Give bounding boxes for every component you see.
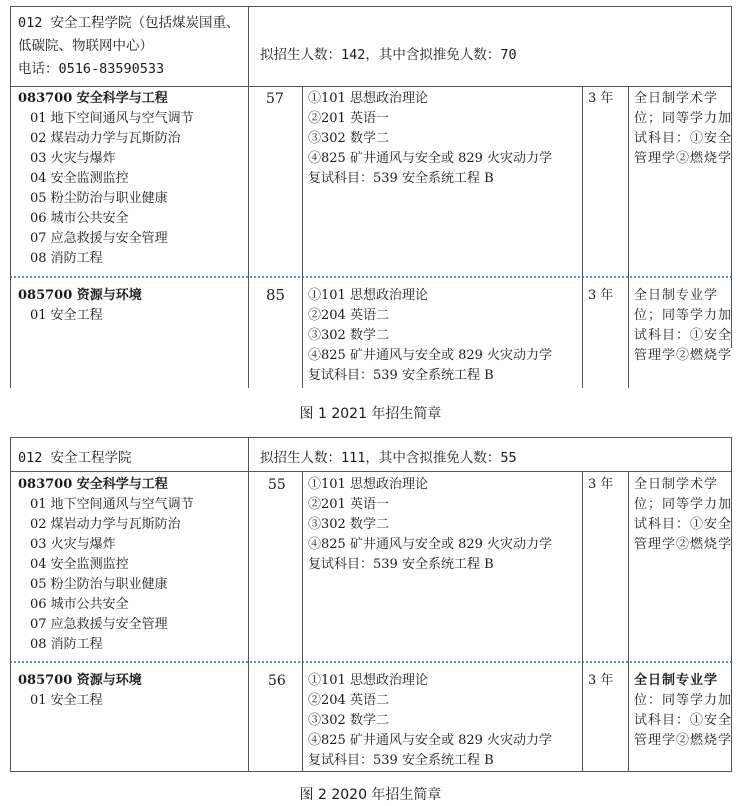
exam-subjects: ①101 思想政治理论 ②201 英语一 ③302 数学二 ④825 矿井通风与安全或 829 火灾动力学 复试科目：539 安全系统工程 B bbox=[308, 91, 553, 186]
enrollment-count: 85 bbox=[266, 286, 286, 304]
enrollment-count: 55 bbox=[268, 477, 286, 493]
direction-list: 01 安全工程 bbox=[30, 693, 103, 708]
school-name: 012 安全工程学院（包括煤炭国重、 低碳院、物联网中心） 电话：0516-83590533 bbox=[18, 15, 240, 77]
program-code-name: 085700 资源与环境 bbox=[18, 673, 142, 688]
study-years: 3 年 bbox=[588, 477, 614, 492]
quota-text: 拟招生人数：142，其中含拟推免人数：70 bbox=[260, 47, 517, 63]
admission-table-2021 bbox=[10, 6, 732, 388]
exam-subjects: ①101 思想政治理论 ②204 英语二 ③302 数学二 ④825 矿井通风与安全或 829 火灾动力学 复试科目：539 安全系统工程 B bbox=[308, 673, 553, 768]
program-code-name: 083700 安全科学与工程 bbox=[18, 477, 168, 492]
program-notes: 全日制专业学 位：同等学力加 试科目：①安全 管理学②燃烧学 bbox=[634, 673, 733, 748]
program-notes: 全日制学术学 位；同等学力加 试科目：①安全 管理学②燃烧学 bbox=[634, 91, 733, 166]
study-years: 3 年 bbox=[588, 91, 614, 106]
program-row bbox=[18, 671, 142, 711]
program-row bbox=[18, 475, 194, 655]
figure-caption: 图 2 2020 年招生简章 bbox=[299, 787, 442, 803]
enrollment-count: 56 bbox=[268, 673, 286, 689]
figure-caption: 图 1 2021 年招生简章 bbox=[299, 406, 442, 422]
admission-table-2020 bbox=[10, 437, 732, 772]
quota-text: 拟招生人数：111，其中含拟推免人数：55 bbox=[260, 450, 517, 466]
direction-list: 01 地下空间通风与空气调节 02 煤岩动力学与瓦斯防治 03 火灾与爆炸 04 安全监测监控 05 粉尘防治与职业健康 06 城市公共安全 07 应急救援与安全管理 08 消防工程 bbox=[30, 111, 194, 266]
enrollment-count: 57 bbox=[266, 91, 284, 107]
program-row bbox=[18, 286, 142, 326]
school-name: 012 安全工程学院 bbox=[18, 450, 132, 466]
study-years: 3 年 bbox=[588, 288, 614, 303]
direction-list: 01 地下空间通风与空气调节 02 煤岩动力学与瓦斯防治 03 火灾与爆炸 04 安全监测监控 05 粉尘防治与职业健康 06 城市公共安全 07 应急救援与安全管理 08 消防工程 bbox=[30, 497, 194, 652]
program-notes: 全日制专业学 位；同等学力加 试科目：①安全 管理学②燃烧学 bbox=[634, 288, 733, 363]
program-notes: 全日制学术学 位；同等学力加 试科目：①安全 管理学②燃烧学 bbox=[634, 477, 733, 552]
program-code-name: 083700 安全科学与工程 bbox=[18, 91, 168, 106]
program-code-name: 085700 资源与环境 bbox=[18, 288, 142, 303]
program-row bbox=[18, 89, 194, 269]
exam-subjects: ①101 思想政治理论 ②204 英语二 ③302 数学二 ④825 矿井通风与安全或 829 火灾动力学 复试科目：539 安全系统工程 B bbox=[308, 288, 553, 383]
direction-list: 01 安全工程 bbox=[30, 308, 103, 323]
study-years: 3 年 bbox=[588, 673, 614, 688]
exam-subjects: ①101 思想政治理论 ②201 英语一 ③302 数学二 ④825 矿井通风与安全或 829 火灾动力学 复试科目：539 安全系统工程 B bbox=[308, 477, 553, 572]
